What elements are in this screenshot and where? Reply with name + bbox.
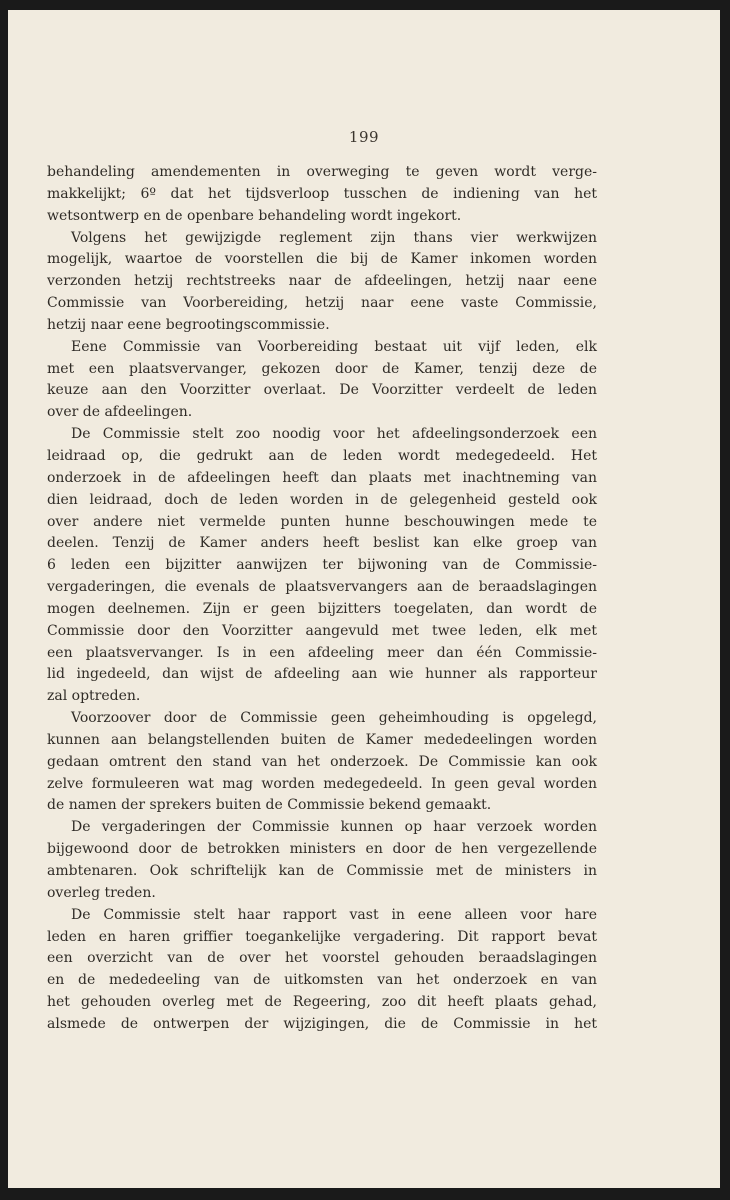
book-page (8, 10, 720, 1188)
text-line: kunnen aan belangstellenden buiten de Kamer mededeelingen worden (47, 731, 597, 748)
text-line: hetzij naar eene begrootingscommissie. (47, 316, 330, 333)
text-line: De vergaderingen der Commissie kunnen op haar verzoek worden (71, 819, 597, 836)
text-line: alsmede de ontwerpen der wijzigingen, die de Commissie in het (47, 1015, 597, 1032)
text-line: leden en haren griffier toegankelijke vergadering. Dit rapport bevat (47, 928, 597, 945)
text-line: mogen deelnemen. Zijn er geen bijzitters toegelaten, dan wordt de (47, 600, 597, 617)
text-line: deelen. Tenzij de Kamer anders heeft beslist kan elke groep van (47, 535, 597, 552)
text-line: keuze aan den Voorzitter overlaat. De Voorzitter verdeelt de leden (47, 382, 597, 399)
body-text (47, 162, 597, 1036)
text-line: over andere niet vermelde punten hunne beschouwingen mede te (47, 513, 597, 530)
text-line: zelve formuleeren wat mag worden medegedeeld. In geen geval worden (47, 775, 597, 792)
text-line: makkelijkt; 6º dat het tijdsverloop tusschen de indiening van het (47, 185, 597, 202)
text-line: onderzoek in de afdeelingen heeft dan plaats met inachtneming van (47, 469, 597, 486)
text-line: vergaderingen, die evenals de plaatsvervangers aan de beraadslagingen (47, 579, 597, 596)
text-line: de namen der sprekers buiten de Commissie bekend gemaakt. (47, 797, 492, 814)
text-line: lid ingedeeld, dan wijst de afdeeling aan wie hunner als rapporteur (47, 666, 597, 683)
text-line: over de afdeelingen. (47, 404, 193, 421)
text-line: Commissie van Voorbereiding, hetzij naar eene vaste Commissie, (47, 295, 597, 312)
page-number: 199 (348, 128, 380, 146)
text-line: De Commissie stelt zoo noodig voor het afdeelingsonderzoek een (71, 426, 597, 443)
text-line: met een plaatsvervanger, gekozen door de Kamer, tenzij deze de (47, 360, 597, 377)
text-line: het gehouden overleg met de Regeering, zoo dit heeft plaats gehad, (47, 994, 597, 1011)
text-line: Eene Commissie van Voorbereiding bestaat uit vijf leden, elk (71, 338, 597, 355)
text-line: zal optreden. (47, 688, 141, 705)
text-line: verzonden hetzij rechtstreeks naar de afdeelingen, hetzij naar eene (47, 273, 597, 290)
text-line: een plaatsvervanger. Is in een afdeeling meer dan één Commissie- (47, 644, 597, 661)
text-line: Commissie door den Voorzitter aangevuld met twee leden, elk met (47, 622, 597, 639)
text-line: en de mededeeling van de uitkomsten van het onderzoek en van (47, 972, 597, 989)
text-line: mogelijk, waartoe de voorstellen die bij de Kamer inkomen worden (47, 251, 597, 268)
text-line: leidraad op, die gedrukt aan de leden wordt medegedeeld. Het (47, 447, 597, 464)
text-line: wetsontwerp en de openbare behandeling wordt ingekort. (47, 207, 462, 224)
text-line: gedaan omtrent den stand van het onderzoek. De Commissie kan ook (47, 753, 597, 770)
text-line: dien leidraad, doch de leden worden in de gelegenheid gesteld ook (47, 491, 597, 508)
text-line: 6 leden een bijzitter aanwijzen ter bijwoning van de Commissie- (47, 557, 597, 574)
text-line: behandeling amendementen in overweging te geven wordt verge- (47, 164, 597, 180)
text-line: Volgens het gewijzigde reglement zijn thans vier werkwijzen (71, 229, 597, 246)
text-line: overleg treden. (47, 884, 156, 901)
text-line: een overzicht van de over het voorstel gehouden beraadslagingen (47, 950, 597, 967)
text-line: De Commissie stelt haar rapport vast in eene alleen voor hare (71, 906, 597, 923)
text-line: Voorzoover door de Commissie geen geheimhouding is opgelegd, (71, 710, 597, 727)
text-line: bijgewoond door de betrokken ministers en door de hen vergezellende (47, 841, 597, 858)
text-line: ambtenaren. Ook schriftelijk kan de Commissie met de ministers in (47, 863, 597, 879)
